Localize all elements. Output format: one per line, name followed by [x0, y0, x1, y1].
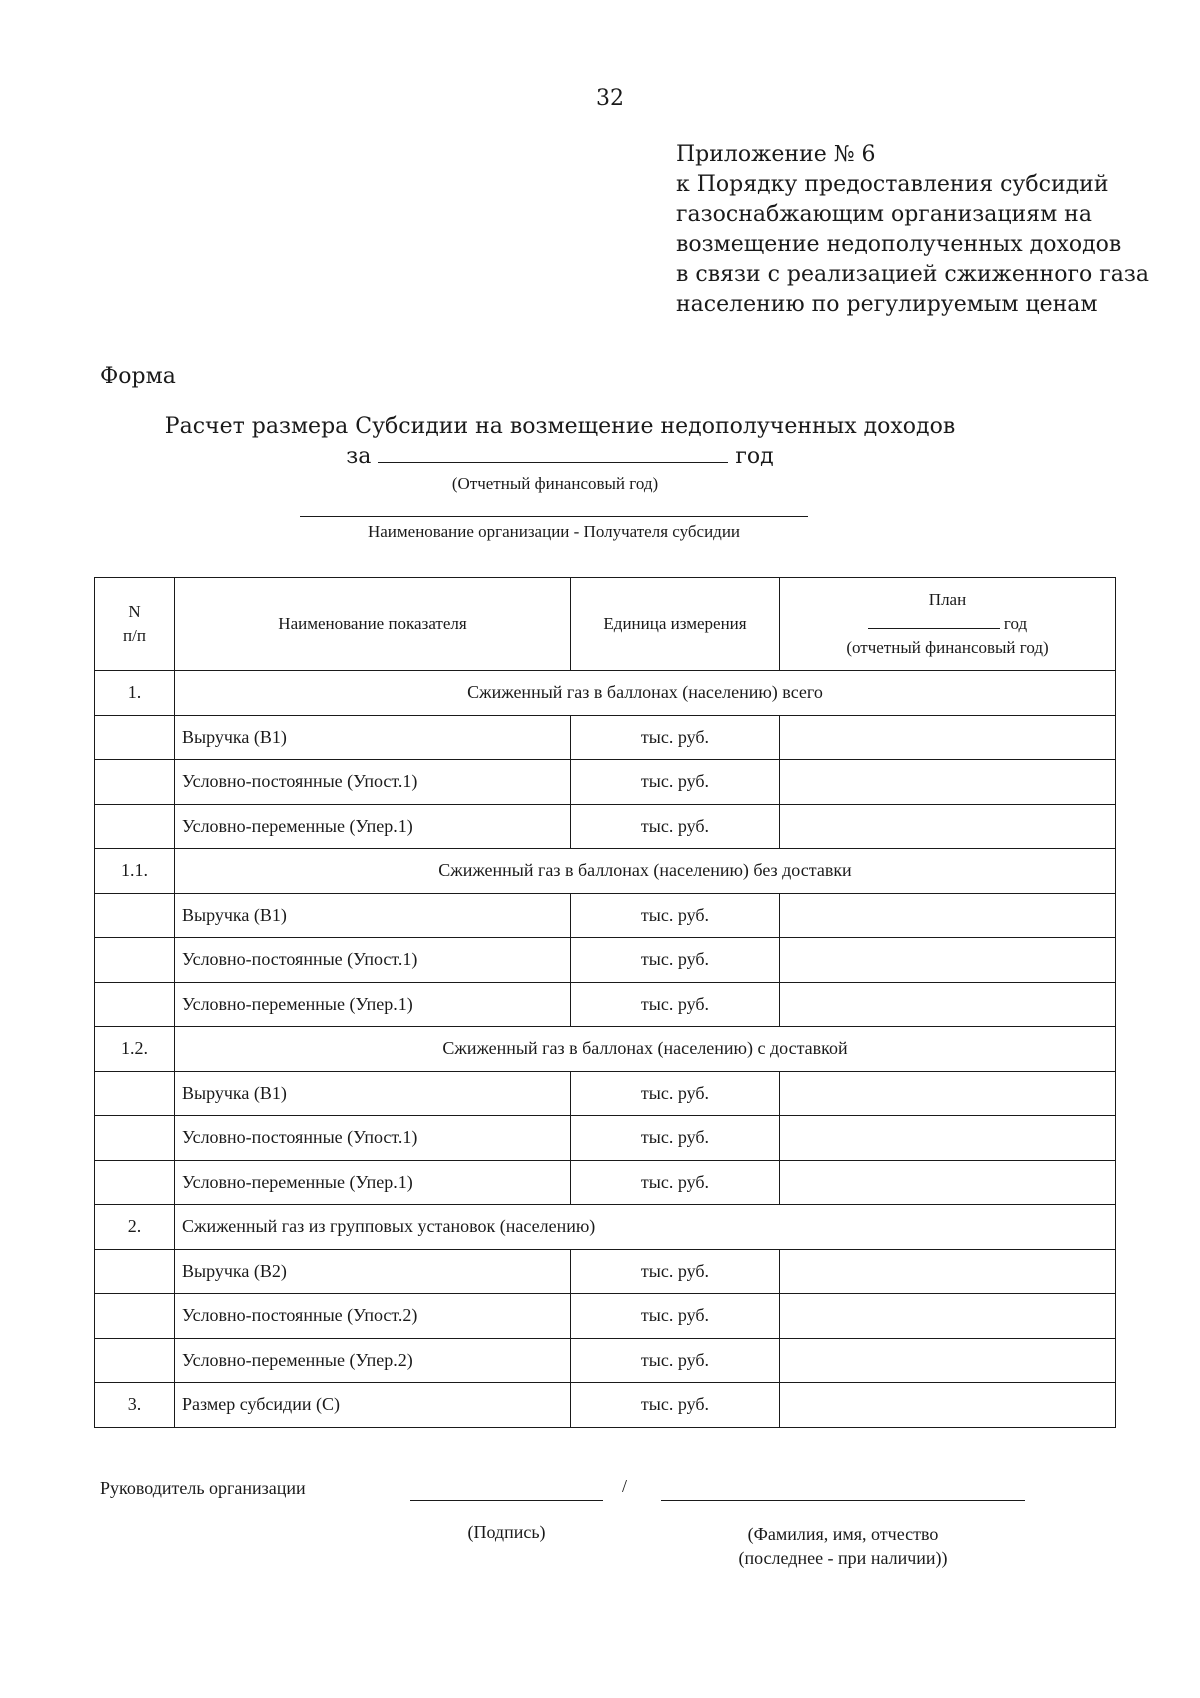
header-unit: Единица измерения [571, 578, 780, 671]
table-row [95, 1294, 1116, 1339]
signature-field[interactable] [410, 1500, 603, 1501]
year-line [0, 444, 1120, 469]
row-unit: тыс. руб. [571, 1338, 780, 1383]
row-plan-value[interactable] [780, 804, 1116, 849]
total-row [95, 1383, 1116, 1428]
row-plan-value[interactable] [780, 893, 1116, 938]
row-plan-value[interactable] [780, 1294, 1116, 1339]
subsidy-table [94, 577, 1116, 1428]
row-plan-value[interactable] [780, 1249, 1116, 1294]
row-num [95, 715, 175, 760]
header-name: Наименование показателя [175, 578, 571, 671]
plan-year-blank[interactable] [868, 614, 1000, 629]
signature-hint: (Подпись) [467, 1522, 546, 1542]
row-unit: тыс. руб. [571, 1294, 780, 1339]
full-name-field[interactable] [661, 1500, 1025, 1501]
section-row [95, 849, 1116, 894]
table-row [95, 1249, 1116, 1294]
section-num: 2. [95, 1205, 175, 1250]
row-plan-value[interactable] [780, 938, 1116, 983]
row-num [95, 760, 175, 805]
row-num [95, 1160, 175, 1205]
header-plan-line1: План [928, 590, 967, 609]
table-row [95, 893, 1116, 938]
row-plan-value[interactable] [780, 1160, 1116, 1205]
row-name: Условно-постоянные (Упост.1) [175, 760, 571, 805]
header-num-line2: п/п [123, 626, 146, 645]
full-name-hint-line2: (последнее - при наличии)) [738, 1548, 948, 1568]
row-unit: тыс. руб. [571, 1160, 780, 1205]
organization-name-field[interactable] [300, 516, 808, 517]
section-num: 1.2. [95, 1027, 175, 1072]
row-unit: тыс. руб. [571, 893, 780, 938]
year-suffix: год [735, 444, 774, 469]
row-unit: тыс. руб. [571, 1249, 780, 1294]
header-num-line1: N [128, 602, 141, 621]
section-title: Сжиженный газ в баллонах (населению) без доставки [175, 849, 1116, 894]
form-label: Форма [100, 364, 176, 389]
table-header-row [95, 578, 1116, 671]
section-title: Сжиженный газ в баллонах (населению) всего [175, 671, 1116, 716]
full-name-hint-line1: (Фамилия, имя, отчество [747, 1524, 939, 1544]
row-num [95, 1338, 175, 1383]
section-row [95, 1027, 1116, 1072]
row-num [95, 1249, 175, 1294]
row-unit: тыс. руб. [571, 938, 780, 983]
row-unit: тыс. руб. [571, 804, 780, 849]
row-num [95, 804, 175, 849]
row-unit: тыс. руб. [571, 1071, 780, 1116]
organization-hint: Наименование организации - Получателя субсидии [367, 522, 741, 541]
row-num [95, 982, 175, 1027]
row-num [95, 938, 175, 983]
signer-label: Руководитель организации [100, 1478, 306, 1498]
appendix-line: возмещение недополученных доходов [676, 232, 1122, 257]
signature-separator: / [622, 1476, 628, 1496]
section-title: Сжиженный газ в баллонах (населению) с доставкой [175, 1027, 1116, 1072]
row-name: Условно-постоянные (Упост.1) [175, 938, 571, 983]
total-unit: тыс. руб. [571, 1383, 780, 1428]
row-name: Условно-переменные (Упер.1) [175, 982, 571, 1027]
header-num [95, 578, 175, 671]
appendix-heading [676, 140, 1176, 320]
row-plan-value[interactable] [780, 1116, 1116, 1161]
table-row [95, 1160, 1116, 1205]
year-hint: (Отчетный финансовый год) [451, 474, 659, 493]
row-plan-value[interactable] [780, 760, 1116, 805]
row-plan-value[interactable] [780, 1071, 1116, 1116]
row-name: Выручка (В1) [175, 715, 571, 760]
row-num [95, 893, 175, 938]
total-num: 3. [95, 1383, 175, 1428]
row-num [95, 1294, 175, 1339]
row-name: Условно-переменные (Упер.2) [175, 1338, 571, 1383]
header-plan-line3: (отчетный финансовый год) [846, 638, 1049, 657]
table-row [95, 938, 1116, 983]
row-unit: тыс. руб. [571, 715, 780, 760]
row-name: Условно-переменные (Упер.1) [175, 804, 571, 849]
section-row [95, 671, 1116, 716]
table-row [95, 1116, 1116, 1161]
table-row [95, 1338, 1116, 1383]
total-plan-value[interactable] [780, 1383, 1116, 1428]
row-num [95, 1071, 175, 1116]
section-num: 1. [95, 671, 175, 716]
total-name: Размер субсидии (С) [175, 1383, 571, 1428]
row-name: Выручка (В1) [175, 893, 571, 938]
section-row [95, 1205, 1116, 1250]
appendix-line: в связи с реализацией сжиженного газа [676, 262, 1149, 287]
table-row [95, 804, 1116, 849]
row-name: Условно-постоянные (Упост.1) [175, 1116, 571, 1161]
appendix-line: к Порядку предоставления субсидий [676, 172, 1109, 197]
table-row [95, 715, 1116, 760]
header-plan-year: год [1003, 614, 1028, 633]
year-prefix: за [346, 444, 372, 469]
appendix-line: газоснабжающим организациям на [676, 202, 1092, 227]
row-unit: тыс. руб. [571, 760, 780, 805]
row-unit: тыс. руб. [571, 982, 780, 1027]
row-plan-value[interactable] [780, 982, 1116, 1027]
row-num [95, 1116, 175, 1161]
section-num: 1.1. [95, 849, 175, 894]
header-plan [780, 578, 1116, 671]
row-name: Выручка (В2) [175, 1249, 571, 1294]
document-title: Расчет размера Субсидии на возмещение недополученных доходов [164, 414, 956, 439]
section-title: Сжиженный газ из групповых установок (населению) [175, 1205, 1116, 1250]
full-name-hint [661, 1522, 1025, 1570]
year-blank-field[interactable] [378, 444, 728, 463]
table-row [95, 760, 1116, 805]
appendix-line: населению по регулируемым ценам [676, 292, 1098, 317]
row-plan-value[interactable] [780, 1338, 1116, 1383]
row-unit: тыс. руб. [571, 1116, 780, 1161]
row-name: Условно-переменные (Упер.1) [175, 1160, 571, 1205]
page-number: 32 [596, 86, 624, 111]
table-row [95, 982, 1116, 1027]
table-body [95, 578, 1116, 1428]
row-plan-value[interactable] [780, 715, 1116, 760]
row-name: Условно-постоянные (Упост.2) [175, 1294, 571, 1339]
appendix-line: Приложение № 6 [676, 142, 876, 167]
row-name: Выручка (В1) [175, 1071, 571, 1116]
table-row [95, 1071, 1116, 1116]
